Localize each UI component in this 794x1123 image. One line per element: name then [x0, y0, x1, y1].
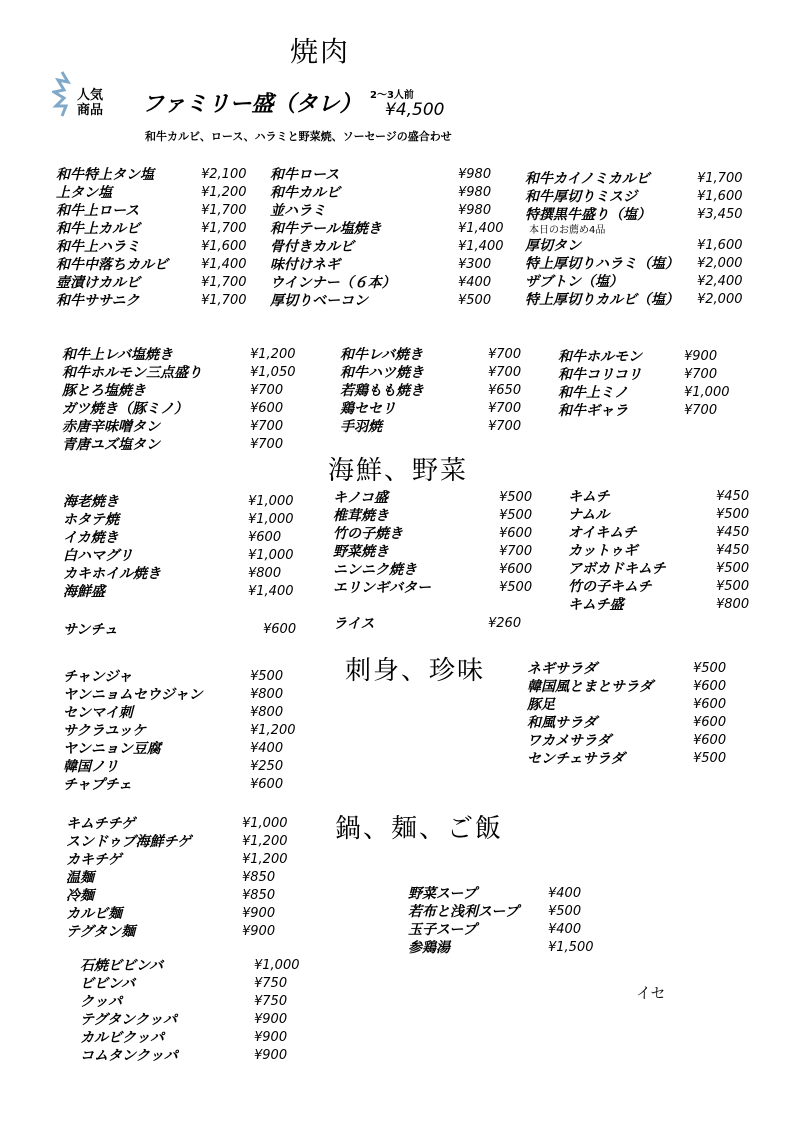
menu-item-price: ¥1,700	[201, 221, 247, 236]
menu-item-name: チャンジャ	[63, 669, 132, 685]
menu-item-price: ¥700	[488, 401, 522, 416]
menu-item-name: 和牛ギャラ	[558, 403, 628, 419]
menu-item-price: ¥700	[488, 419, 522, 434]
menu-item-name: 和牛ハツ焼き	[340, 365, 424, 381]
menu-item-name: ホタテ焼	[63, 512, 119, 528]
menu-item-price: ¥400	[458, 275, 492, 290]
menu-item-name: カキチゲ	[66, 852, 122, 868]
menu-item-name: チャプチェ	[63, 777, 133, 793]
menu-item-name: コムタンクッパ	[80, 1048, 178, 1064]
menu-item-price: ¥400	[548, 922, 582, 937]
menu-item-name: 鶏セセリ	[340, 401, 396, 417]
menu-item-name: ニンニク焼き	[333, 562, 417, 578]
menu-item-name: 和牛テール塩焼き	[270, 221, 382, 237]
menu-item-price: ¥600	[693, 733, 727, 748]
menu-item-price: ¥500	[499, 508, 533, 523]
menu-item-name: サンチュ	[63, 622, 118, 638]
menu-item-name: ヤンニョムセウジャン	[63, 687, 203, 703]
menu-item-price: ¥1,200	[250, 723, 296, 738]
menu-item-price: ¥1,000	[242, 816, 288, 831]
menu-item-price: ¥1,700	[201, 275, 247, 290]
menu-item-name: 手羽焼	[340, 419, 382, 435]
menu-item-price: ¥1,400	[458, 221, 504, 236]
menu-item-price: ¥500	[693, 751, 727, 766]
featured-price: ¥4,500	[385, 100, 445, 120]
menu-item-price: ¥980	[458, 203, 492, 218]
menu-item-price: ¥400	[250, 741, 284, 756]
menu-item-name: 和牛中落ちカルビ	[56, 257, 168, 273]
menu-item-name: 青唐ユズ塩タン	[62, 437, 160, 453]
menu-item-name: 和牛カルビ	[270, 185, 340, 201]
section-seafood-vegetables: 海鮮、野菜	[328, 456, 469, 486]
page-title: 焼肉	[290, 35, 351, 68]
menu-item-name: キノコ盛	[333, 490, 389, 506]
menu-item-price: ¥1,200	[201, 185, 247, 200]
menu-item-name: 特撰黒牛盛り（塩）	[525, 207, 651, 223]
menu-item-name: 和牛特上タン塩	[56, 167, 154, 183]
menu-item-name: アボカドキムチ	[568, 561, 666, 577]
menu-item-price: ¥700	[684, 367, 718, 382]
menu-item-price: ¥500	[693, 661, 727, 676]
featured-description: 和牛カルビ、ロース、ハラミと野菜焼、ソーセージの盛合わせ	[145, 130, 452, 143]
menu-item-price: ¥1,000	[248, 494, 294, 509]
menu-item-name: 厚切りベーコン	[270, 293, 368, 309]
menu-item-price: ¥500	[548, 904, 582, 919]
menu-item-name: 和牛コリコリ	[558, 367, 642, 383]
menu-item-name: 韓国ノリ	[63, 759, 119, 775]
menu-item-price: ¥600	[693, 679, 727, 694]
menu-item-name: 壺漬けカルビ	[56, 275, 140, 291]
menu-item-price: ¥800	[248, 566, 282, 581]
featured-name: ファミリー盛（タレ）	[142, 92, 362, 117]
menu-item-price: ¥500	[499, 580, 533, 595]
menu-item-price: ¥500	[716, 561, 750, 576]
menu-item-price: ¥600	[693, 715, 727, 730]
menu-item-name: センチェサラダ	[527, 751, 625, 767]
menu-item-price: ¥500	[716, 579, 750, 594]
menu-item-price: ¥450	[716, 525, 750, 540]
menu-item-price: ¥1,000	[248, 512, 294, 527]
menu-item-price: ¥1,200	[242, 834, 288, 849]
badge-line-1: 人気	[76, 88, 103, 103]
menu-item-price: ¥850	[242, 870, 276, 885]
menu-item-price: ¥980	[458, 167, 492, 182]
menu-item-price: ¥700	[684, 403, 718, 418]
menu-item-price: ¥2,400	[697, 274, 743, 289]
menu-item-name: キムチ	[568, 489, 610, 505]
menu-item-name: 和牛カイノミカルビ	[525, 171, 650, 187]
menu-item-price: ¥500	[250, 669, 284, 684]
menu-item-name: スンドゥブ海鮮チゲ	[66, 834, 192, 850]
menu-item-name: ザブトン（塩）	[525, 274, 623, 290]
menu-item-price: ¥1,600	[201, 239, 247, 254]
menu-item-name: 温麺	[66, 870, 94, 886]
menu-item-name: カキホイル焼き	[63, 566, 161, 582]
menu-item-price: ¥900	[242, 924, 276, 939]
menu-item-price: ¥260	[488, 616, 522, 631]
menu-item-name: ビビンバ	[80, 976, 136, 992]
menu-item-price: ¥250	[250, 759, 284, 774]
menu-item-price: ¥1,600	[697, 189, 743, 204]
menu-item-name: 海老焼き	[63, 494, 119, 510]
menu-item-name: 味付けネギ	[270, 257, 340, 273]
menu-item-name: 白ハマグリ	[63, 548, 133, 564]
menu-item-price: ¥700	[499, 544, 533, 559]
menu-item-price: ¥700	[250, 437, 284, 452]
menu-item-price: ¥3,450	[697, 207, 743, 222]
menu-item-name: エリンギバター	[333, 580, 431, 596]
menu-item-price: ¥850	[242, 888, 276, 903]
menu-item-price: ¥600	[499, 526, 533, 541]
menu-item-price: ¥2,000	[697, 256, 743, 271]
menu-item-name: 厚切タン	[525, 238, 581, 254]
menu-item-price: ¥1,200	[242, 852, 288, 867]
menu-item-price: ¥1,700	[201, 203, 247, 218]
menu-item-name: ネギサラダ	[527, 661, 597, 677]
menu-item-name: 和牛上カルビ	[56, 221, 140, 237]
menu-item-price: ¥450	[716, 543, 750, 558]
menu-item-name: キムチチゲ	[66, 816, 136, 832]
menu-item-price: ¥500	[499, 490, 533, 505]
menu-item-price: ¥700	[488, 347, 522, 362]
menu-item-price: ¥900	[254, 1030, 288, 1045]
menu-item-price: ¥1,400	[458, 239, 504, 254]
badge-line-2: 商品	[76, 103, 103, 118]
menu-item-price: ¥800	[250, 705, 284, 720]
menu-item-name: 和牛上ハラミ	[56, 239, 140, 255]
menu-item-name: 冷麺	[66, 888, 94, 904]
menu-item-price: ¥900	[684, 349, 718, 364]
menu-item-name: クッパ	[80, 994, 122, 1010]
menu-item-price: ¥700	[250, 419, 284, 434]
menu-item-name: キムチ盛	[568, 597, 624, 613]
menu-item-name: 本日のお薦め4品	[529, 225, 606, 236]
menu-item-price: ¥980	[458, 185, 492, 200]
menu-item-name: カルビクッパ	[80, 1030, 164, 1046]
popular-badge	[52, 70, 118, 132]
menu-item-name: イカ焼き	[63, 530, 119, 546]
menu-item-name: ヤンニョン豆腐	[63, 741, 161, 757]
section-sashimi-delicacies: 刺身、珍味	[345, 656, 486, 686]
menu-item-price: ¥600	[248, 530, 282, 545]
menu-item-name: オイキムチ	[568, 525, 637, 541]
menu-item-name: 特上厚切りカルビ（塩）	[525, 292, 679, 308]
menu-item-name: テグタンクッパ	[80, 1012, 177, 1028]
menu-item-price: ¥900	[254, 1012, 288, 1027]
menu-item-name: 豚足	[527, 697, 555, 713]
menu-item-price: ¥1,400	[248, 584, 294, 599]
menu-item-name: ライス	[333, 616, 375, 632]
menu-item-price: ¥750	[254, 976, 288, 991]
menu-item-price: ¥400	[548, 886, 582, 901]
menu-item-name: 和牛上レバ塩焼き	[62, 347, 174, 363]
menu-item-name: 竹の子キムチ	[568, 579, 652, 595]
menu-item-name: ナムル	[568, 507, 610, 523]
featured-servings: 2～3人前	[370, 90, 414, 101]
menu-item-name: ガツ焼き（豚ミノ）	[62, 401, 188, 417]
menu-item-price: ¥500	[458, 293, 492, 308]
menu-item-name: 豚とろ塩焼き	[62, 383, 146, 399]
menu-item-name: 玉子スープ	[408, 922, 477, 938]
menu-item-price: ¥1,200	[250, 347, 296, 362]
menu-item-name: カットゥギ	[568, 543, 638, 559]
menu-item-name: 特上厚切りハラミ（塩）	[525, 256, 679, 272]
menu-item-name: サクラユッケ	[63, 723, 147, 739]
menu-item-name: 和牛ホルモン三点盛り	[62, 365, 202, 381]
menu-item-name: ワカメサラダ	[527, 733, 611, 749]
menu-item-name: 骨付きカルビ	[270, 239, 354, 255]
menu-item-name: 和牛レバ焼き	[340, 347, 424, 363]
menu-item-name: 参鶏湯	[408, 940, 450, 956]
menu-item-name: 和牛上ミノ	[558, 385, 628, 401]
menu-item-name: 和牛上ロース	[56, 203, 140, 219]
menu-item-price: ¥1,050	[250, 365, 296, 380]
menu-item-price: ¥450	[716, 489, 750, 504]
menu-item-name: カルビ麺	[66, 906, 122, 922]
menu-item-price: ¥700	[488, 365, 522, 380]
menu-item-name: 和牛ロース	[270, 167, 340, 183]
menu-item-price: ¥600	[250, 777, 284, 792]
menu-item-name: 野菜焼き	[333, 544, 389, 560]
menu-item-price: ¥1,700	[697, 171, 743, 186]
menu-item-price: ¥2,100	[201, 167, 247, 182]
menu-item-name: 椎茸焼き	[333, 508, 389, 524]
menu-item-name: 並ハラミ	[270, 203, 326, 219]
menu-item-name: 竹の子焼き	[333, 526, 403, 542]
menu-item-price: ¥300	[458, 257, 492, 272]
menu-item-name: 野菜スープ	[408, 886, 477, 902]
menu-item-price: ¥1,700	[201, 293, 247, 308]
menu-item-name: 和牛ホルモン	[558, 349, 642, 365]
menu-item-name: ウインナー（６本）	[270, 275, 396, 291]
menu-item-price: ¥1,000	[684, 385, 730, 400]
menu-item-name: 和牛ササニク	[56, 293, 140, 309]
menu-item-price: ¥750	[254, 994, 288, 1009]
menu-item-price: ¥600	[250, 401, 284, 416]
menu-item-name: テグタン麺	[66, 924, 136, 940]
menu-item-name: 上タン塩	[56, 185, 112, 201]
menu-item-name: 和牛厚切りミスジ	[525, 189, 637, 205]
menu-item-price: ¥800	[250, 687, 284, 702]
menu-item-price: ¥900	[242, 906, 276, 921]
menu-item-name: 韓国風とまとサラダ	[527, 679, 653, 695]
menu-item-name: 若鶏もも焼き	[340, 383, 424, 399]
menu-item-price: ¥1,500	[548, 940, 594, 955]
menu-item-price: ¥800	[716, 597, 750, 612]
menu-item-name: 赤唐辛味噌タン	[62, 419, 160, 435]
menu-item-name: 海鮮盛	[63, 584, 105, 600]
menu-item-price: ¥1,000	[248, 548, 294, 563]
menu-item-name: 若布と浅利スープ	[408, 904, 519, 920]
menu-item-name: 和風サラダ	[527, 715, 597, 731]
menu-item-price: ¥650	[488, 383, 522, 398]
menu-item-price: ¥1,400	[201, 257, 247, 272]
menu-item-price: ¥600	[263, 622, 297, 637]
menu-item-price: ¥1,600	[697, 238, 743, 253]
menu-item-price: ¥600	[499, 562, 533, 577]
menu-item-price: ¥900	[254, 1048, 288, 1063]
menu-item-price: ¥600	[693, 697, 727, 712]
footer-mark: イセ	[636, 984, 666, 1002]
menu-item-price: ¥1,000	[254, 958, 300, 973]
menu-item-price: ¥700	[250, 383, 284, 398]
menu-item-name: センマイ刺	[63, 705, 133, 721]
menu-item-price: ¥500	[716, 507, 750, 522]
menu-item-price: ¥2,000	[697, 292, 743, 307]
menu-item-name: 石焼ビビンバ	[80, 958, 164, 974]
section-hotpot-noodles-rice: 鍋、麺、ご飯	[335, 814, 504, 844]
